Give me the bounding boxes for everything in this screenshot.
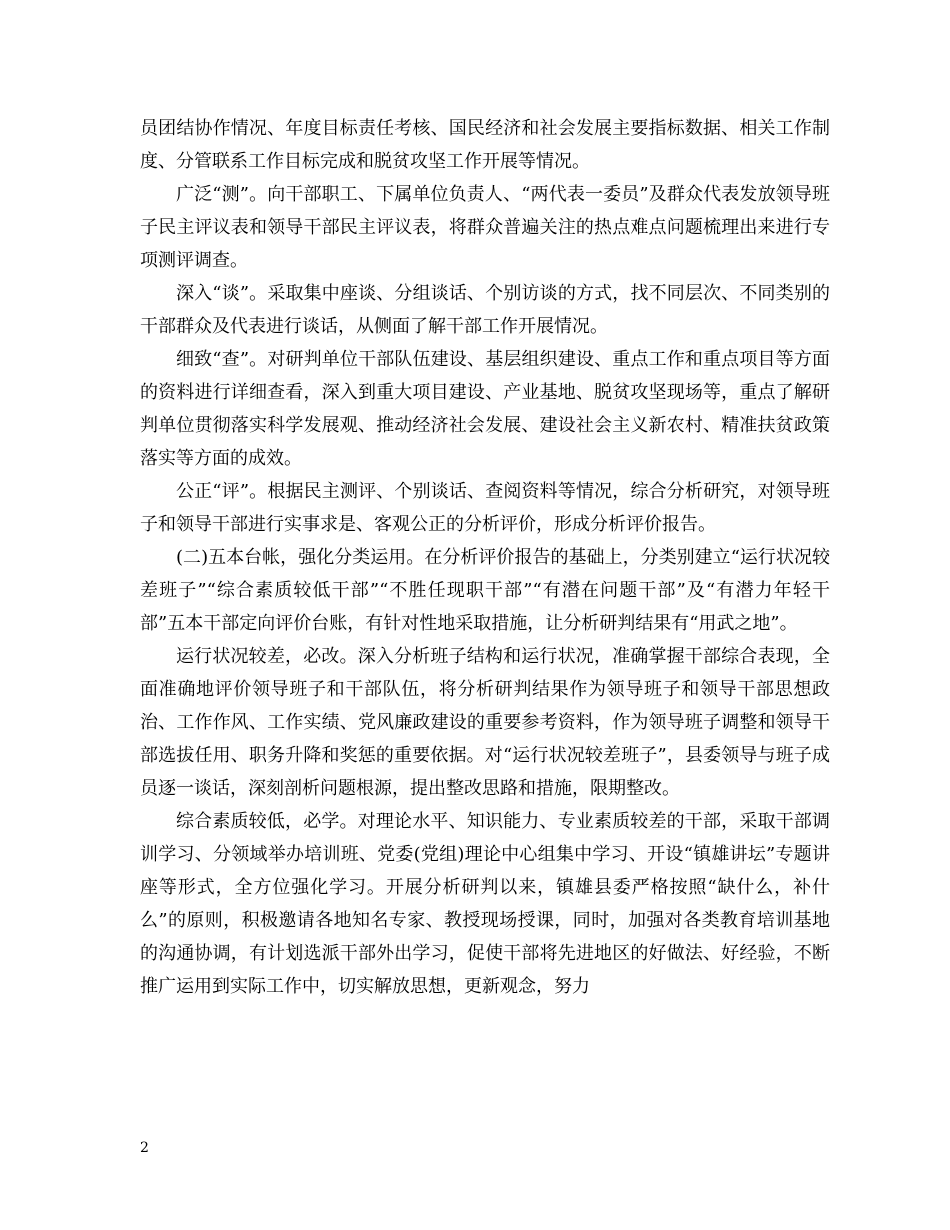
paragraph-five-ledgers: (二)五本台帐，强化分类运用。在分析评价报告的基础上，分类别建立“运行状况较差班子”“综合素质较低干部”“不胜任现职干部”“有潜在问题干部”及“有潜力年轻干部”五本干部定向评价台账，有针对性地采取措施，让分析研判结果有“用武之地”。	[140, 547, 830, 634]
paragraph-must-correct: 运行状况较差，必改。深入分析班子结构和运行状况，准确掌握干部综合表现，全面准确地评价领导班子和干部队伍，将分析研判结果作为领导班子和领导干部思想政治、工作作风、工作实绩、党风廉政建设的重要参考资料，作为领导班子调整和领导干部选拔任用、职务升降和奖惩的重要依据。对“运行状况较差班子”，县委领导与班子成员逐一谈话，深刻剖析问题根源，提出整改思路和措施，限期整改。	[140, 646, 830, 799]
document-body	[140, 112, 830, 1003]
paragraph-talk: 深入“谈”。采取集中座谈、分组谈话、个别访谈的方式，找不同层次、不同类别的干部群众及代表进行谈话，从侧面了解干部工作开展情况。	[140, 283, 830, 337]
paragraph-measure: 广泛“测”。向干部职工、下属单位负责人、“两代表一委员”及群众代表发放领导班子民主评议表和领导干部民主评议表，将群众普遍关注的热点难点问题梳理出来进行专项测评调查。	[140, 184, 830, 271]
paragraph-must-learn: 综合素质较低，必学。对理论水平、知识能力、专业素质较差的干部，采取干部调训学习、分领域举办培训班、党委(党组)理论中心组集中学习、开设“镇雄讲坛”专题讲座等形式，全方位强化学习。开展分析研判以来，镇雄县委严格按照“缺什么，补什么”的原则，积极邀请各地知名专家、教授现场授课，同时，加强对各类教育培训基地的沟通协调，有计划选派干部外出学习，促使干部将先进地区的好做法、好经验，不断推广运用到实际工作中，切实解放思想，更新观念，努力	[140, 811, 830, 997]
paragraph-check: 细致“查”。对研判单位干部队伍建设、基层组织建设、重点工作和重点项目等方面的资料进行详细查看，深入到重大项目建设、产业基地、脱贫攻坚现场等，重点了解研判单位贯彻落实科学发展观、推动经济社会发展、建设社会主义新农村、精准扶贫政策落实等方面的成效。	[140, 349, 830, 469]
paragraph-continuation: 员团结协作情况、年度目标责任考核、国民经济和社会发展主要指标数据、相关工作制度、分管联系工作目标完成和脱贫攻坚工作开展等情况。	[140, 118, 830, 172]
page-number: 2	[140, 1140, 149, 1156]
paragraph-evaluate: 公正“评”。根据民主测评、个别谈话、查阅资料等情况，综合分析研究，对领导班子和领导干部进行实事求是、客观公正的分析评价，形成分析评价报告。	[140, 481, 830, 535]
